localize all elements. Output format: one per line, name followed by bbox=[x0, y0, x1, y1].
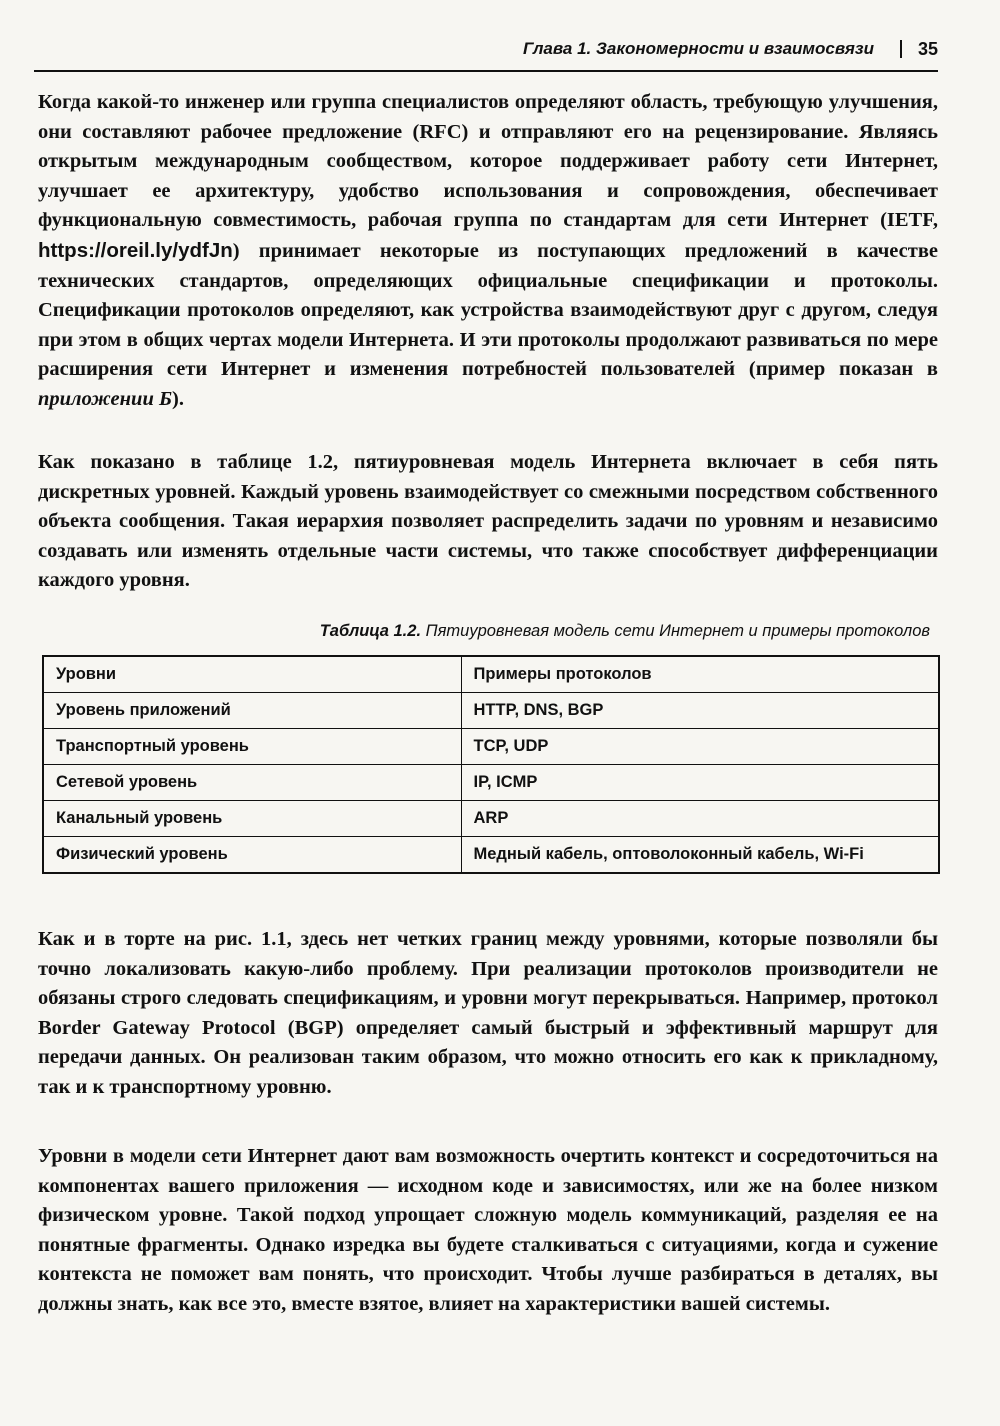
table-header-row bbox=[43, 656, 939, 693]
table-caption-label: Таблица 1.2. bbox=[319, 622, 422, 640]
appendix-reference: приложении Б bbox=[38, 387, 172, 410]
table-row bbox=[43, 801, 939, 837]
layer-cell: Физический уровень bbox=[43, 837, 461, 874]
paragraph-context: Уровни в модели сети Интернет дают вам возможность очертить контекст и сосредоточиться на компонентах вашего приложения — исходном коде и зависимостях, или же на более низком физическом уровне. Такой подход упрощает сложную модель коммуникаций, разделяя ее на понятные фрагменты. Однако изредка вы будете сталкиваться с ситуациями, когда и сужение контекста не поможет вам понять, что происходит. Чтобы лучше разбираться в деталях, вы должны знать, как все это, вместе взятое, влияет на характеристики вашей системы. bbox=[38, 1145, 938, 1315]
paragraph-rfc-text-2: ) принимает некоторые из поступающих предложений в качестве технических стандартов, определяющих официальные спецификации и протоколы. Спецификации протоколов определяют, как устройства взаимодействуют друг с другом, следуя при этом в общих чертах модели Интернета. И эти протоколы продолжают развиваться по мере расширения сети Интернет и изменения потребностей пользователей (пример показан в bbox=[38, 239, 938, 381]
protocols-cell: TCP, UDP bbox=[461, 729, 939, 765]
paragraph-rfc-text-1: Когда какой-то инженер или группа специалистов определяют область, требующую улучшения, они составляют рабочее предложение (RFC) и отправляют его на рецензирование. Являясь открытым международным сообществом, которое поддерживает работу сети Интернет, улучшает ее архитектуру, удобство использования и сопровождения, обеспечивает функциональную совместимость, рабочая группа по стандартам для сети Интернет (IETF, bbox=[38, 91, 938, 232]
layer-cell: Канальный уровень bbox=[43, 801, 461, 837]
running-header bbox=[34, 28, 938, 72]
ietf-link[interactable]: https://oreil.ly/ydfJn bbox=[38, 238, 233, 262]
protocols-cell: Медный кабель, оптоволоконный кабель, Wi-Fi bbox=[461, 837, 939, 874]
chapter-title: Глава 1. Закономерности и взаимосвязи bbox=[523, 39, 874, 58]
table-row bbox=[43, 729, 939, 765]
protocols-cell: ARP bbox=[461, 801, 939, 837]
table-row bbox=[43, 837, 939, 874]
table-caption bbox=[40, 622, 930, 641]
protocols-cell: IP, ICMP bbox=[461, 765, 939, 801]
layer-cell: Сетевой уровень bbox=[43, 765, 461, 801]
paragraph-rfc-end: ). bbox=[172, 387, 184, 410]
column-header-layers: Уровни bbox=[43, 656, 461, 693]
column-header-protocols: Примеры протоколов bbox=[461, 656, 939, 693]
table-caption-text: Пятиуровневая модель сети Интернет и примеры протоколов bbox=[425, 622, 930, 640]
page-number: 35 bbox=[917, 38, 938, 59]
table-row bbox=[43, 693, 939, 729]
table-row bbox=[43, 765, 939, 801]
paragraph-five-layer-model: Как показано в таблице 1.2, пятиуровневая модель Интернета включает в себя пять дискретных уровней. Каждый уровень взаимодействует со смежными посредством собственного объекта сообщения. Такая иерархия позволяет распределить задачи по уровням и независимо создавать или изменять отдельные части системы, что также способствует дифференциации каждого уровня. bbox=[38, 451, 938, 592]
protocol-layers-table bbox=[42, 655, 940, 874]
paragraph-rfc bbox=[38, 88, 938, 415]
layer-cell: Транспортный уровень bbox=[43, 729, 461, 765]
layer-cell: Уровень приложений bbox=[43, 693, 461, 729]
protocols-cell: HTTP, DNS, BGP bbox=[461, 693, 939, 729]
paragraph-layer-boundaries: Как и в торте на рис. 1.1, здесь нет четких границ между уровнями, которые позволяли бы точно локализовать какую-либо проблему. При реализации протоколов производители не обязаны строго следовать спецификациям, и уровни могут перекрываться. Например, протокол Border Gateway Protocol (BGP) определяет самый быстрый и эффективный маршрут для передачи данных. Он реализован таким образом, что можно относить его как к прикладному, так и к транспортному уровню. bbox=[38, 928, 938, 1098]
header-separator bbox=[900, 40, 902, 58]
